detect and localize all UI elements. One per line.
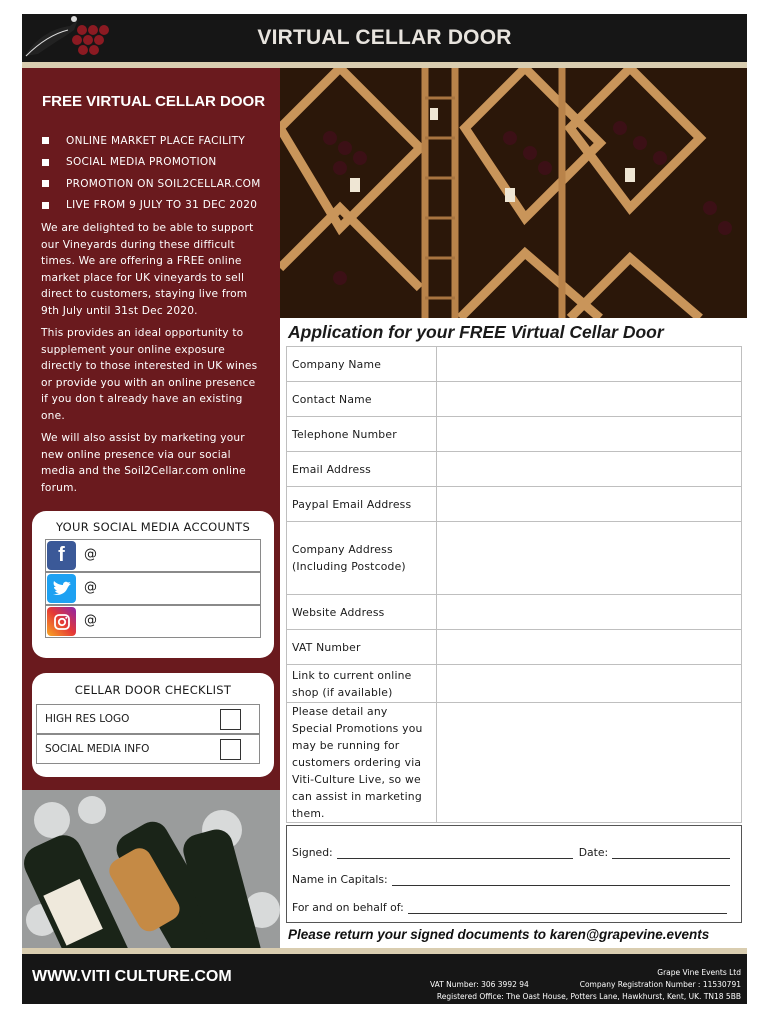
checklist-item-logo [36,704,260,734]
checklist-label: HIGH RES LOGO [45,713,130,725]
handle-prefix: @ [84,547,97,562]
field-label: Email Address [287,452,437,487]
checklist-label: SOCIAL MEDIA INFO [45,743,150,755]
info-panel [22,68,280,790]
company-address-field[interactable] [437,522,742,595]
marketing-paragraph: We will also assist by marketing your new online presence via our social media and the Soil2Cellar.com online forum. [41,432,246,494]
wine-rack-photo [280,68,747,318]
form-row [287,595,742,630]
date-label: Date: [578,846,609,859]
company-name: Grape Vine Events Ltd [657,968,741,977]
feature-item: SOCIAL MEDIA PROMOTION [42,152,261,174]
handle-prefix: @ [84,580,97,595]
checkbox[interactable] [220,739,241,760]
signature-box [286,825,742,923]
field-label: Telephone Number [287,417,437,452]
name-field[interactable] [392,874,730,886]
checkbox[interactable] [220,709,241,730]
twitter-row[interactable] [45,572,261,605]
panel-heading: FREE VIRTUAL CELLAR DOOR [42,93,266,110]
feature-item: LIVE FROM 9 JULY TO 31 DEC 2020 [42,195,261,217]
checklist-heading: CELLAR DOOR CHECKLIST [74,683,232,697]
signature-field[interactable] [337,847,573,859]
signed-line [292,846,730,859]
vat-number: VAT Number: 306 3992 94 [430,980,529,989]
application-form [286,346,742,823]
form-row [287,417,742,452]
field-label: Contact Name [287,382,437,417]
form-title: Application for your FREE Virtual Cellar Door [288,322,664,342]
champagne-ice-photo [22,790,280,948]
website-link[interactable]: WWW.VITI CULTURE.COM [32,968,232,985]
online-shop-link-field[interactable] [437,665,742,703]
form-row [287,522,742,595]
field-label: Company Address (Including Postcode) [287,522,437,595]
form-row [287,703,742,823]
website-field[interactable] [437,595,742,630]
registration-number: Company Registration Number : 11530791 [579,980,741,989]
social-heading: YOUR SOCIAL MEDIA ACCOUNTS [55,520,251,534]
behalf-field[interactable] [408,902,727,914]
feature-item: ONLINE MARKET PLACE FACILITY [42,130,261,152]
date-field[interactable] [612,847,730,859]
contact-name-field[interactable] [437,382,742,417]
facebook-row[interactable] [45,539,261,572]
field-label: Link to current online shop (if available) [287,665,437,703]
feature-list [42,130,261,216]
field-label: Website Address [287,595,437,630]
field-label: Company Name [287,347,437,382]
opportunity-paragraph: This provides an ideal opportunity to supplement your online exposure directly to those interested in UK wines or provide you with an online presence if you don t already have an existing one. [41,327,258,422]
registered-office: Registered Office: The Oast House, Potters Lane, Hawkhurst, Kent, UK. TN18 5BB [436,992,741,1001]
behalf-line [292,901,727,914]
paypal-email-field[interactable] [437,487,742,522]
twitter-icon [47,574,76,603]
special-promotions-field[interactable] [437,703,742,823]
page-title: VIRTUAL CELLAR DOOR [257,26,512,49]
field-label: Please detail any Special Promotions you may be running for customers ordering via Viti-Culture Live, so we can assist in marketing them. [287,703,437,823]
instagram-row[interactable] [45,605,261,638]
checklist-box [32,673,274,777]
form-row [287,452,742,487]
form-row [287,487,742,522]
email-field[interactable] [437,452,742,487]
name-label: Name in Capitals: [292,873,388,886]
facebook-icon: f [47,541,76,570]
form-row [287,347,742,382]
feature-item: PROMOTION ON SOIL2CELLAR.COM [42,173,261,195]
behalf-label: For and on behalf of: [292,901,404,914]
return-instructions: Please return your signed documents to karen@grapevine.events [288,927,710,942]
intro-paragraph: We are delighted to be able to support our Vineyards during these difficult times. We are offering a FREE online market place for UK vineyards to sell direct to customers, staying live from 9th July until 31st Dec 2020. [41,222,254,317]
field-label: Paypal Email Address [287,487,437,522]
handle-prefix: @ [84,613,97,628]
form-row [287,382,742,417]
signed-label: Signed: [292,846,333,859]
footer [22,954,747,1004]
name-line [292,873,730,886]
form-row [287,665,742,703]
form-row [287,630,742,665]
company-name-field[interactable] [437,347,742,382]
telephone-field[interactable] [437,417,742,452]
social-accounts-box [32,511,274,658]
field-label: VAT Number [287,630,437,665]
instagram-icon [47,607,76,636]
checklist-item-social [36,734,260,764]
vat-number-field[interactable] [437,630,742,665]
